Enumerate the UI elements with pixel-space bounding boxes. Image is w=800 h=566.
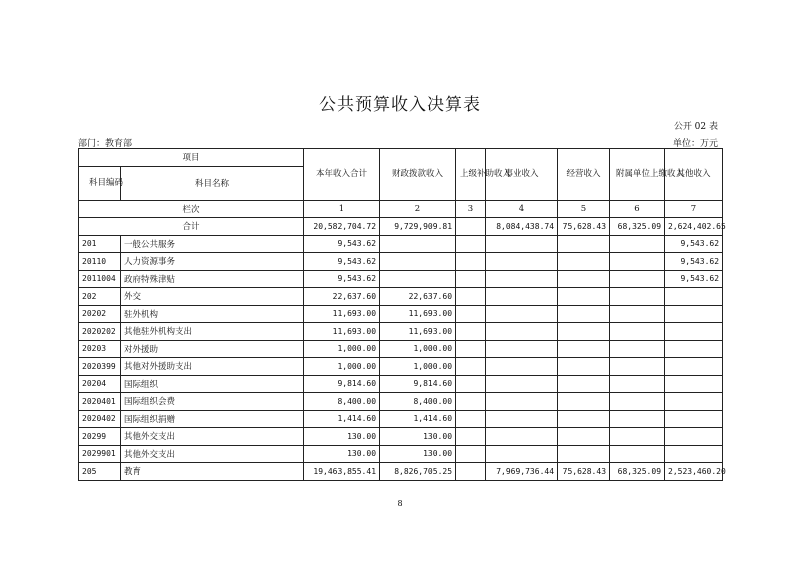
value-cell <box>486 375 558 393</box>
value-cell: 11,693.00 <box>380 323 456 341</box>
value-cell: 9,543.62 <box>665 253 723 271</box>
table-row <box>79 340 723 358</box>
subject-code: 20203 <box>79 340 121 358</box>
table-row <box>79 393 723 411</box>
value-cell: 130.00 <box>380 428 456 446</box>
value-cell <box>456 445 486 463</box>
value-cell: 9,814.60 <box>304 375 380 393</box>
header-item: 项目 <box>79 149 304 167</box>
value-cell <box>610 375 665 393</box>
subject-code: 205 <box>79 463 121 481</box>
subject-name: 对外援助 <box>121 340 304 358</box>
value-cell <box>558 445 610 463</box>
value-cell <box>486 410 558 428</box>
subject-code: 201 <box>79 235 121 253</box>
value-cell: 9,543.62 <box>304 235 380 253</box>
table-row <box>79 288 723 306</box>
table-row <box>79 428 723 446</box>
value-cell <box>665 305 723 323</box>
value-cell <box>456 428 486 446</box>
value-cell <box>665 358 723 376</box>
value-cell <box>456 235 486 253</box>
value-cell: 11,693.00 <box>380 305 456 323</box>
value-cell: 1,000.00 <box>380 358 456 376</box>
value-cell <box>380 270 456 288</box>
value-cell: 8,826,705.25 <box>380 463 456 481</box>
col-header: 经营收入 <box>558 149 610 201</box>
value-cell <box>486 235 558 253</box>
value-cell <box>486 445 558 463</box>
value-cell <box>558 410 610 428</box>
value-cell: 1,414.60 <box>380 410 456 428</box>
value-cell: 68,325.09 <box>610 463 665 481</box>
value-cell <box>456 358 486 376</box>
value-cell <box>456 323 486 341</box>
row-label-header: 栏次 <box>79 200 304 218</box>
value-cell <box>456 288 486 306</box>
value-cell <box>558 270 610 288</box>
value-cell: 8,400.00 <box>380 393 456 411</box>
total-cell: 20,582,704.72 <box>304 218 380 236</box>
col-num: 7 <box>665 200 723 218</box>
value-cell <box>610 340 665 358</box>
value-cell <box>456 393 486 411</box>
value-cell: 1,414.60 <box>304 410 380 428</box>
value-cell <box>610 270 665 288</box>
col-num: 2 <box>380 200 456 218</box>
table-row <box>79 305 723 323</box>
col-header: 附属单位上缴收入 <box>610 149 665 201</box>
revenue-table <box>78 148 726 481</box>
table-row <box>79 358 723 376</box>
subject-code: 20299 <box>79 428 121 446</box>
value-cell <box>456 270 486 288</box>
value-cell <box>558 288 610 306</box>
col-num: 5 <box>558 200 610 218</box>
header-name: 科目名称 <box>121 166 304 200</box>
value-cell <box>486 340 558 358</box>
value-cell <box>558 375 610 393</box>
form-number: 公开 02 表 <box>673 122 718 132</box>
value-cell <box>456 410 486 428</box>
value-cell: 130.00 <box>380 445 456 463</box>
value-cell <box>610 235 665 253</box>
value-cell: 11,693.00 <box>304 305 380 323</box>
value-cell: 75,628.43 <box>558 463 610 481</box>
value-cell: 9,543.62 <box>304 253 380 271</box>
value-cell <box>456 305 486 323</box>
value-cell <box>456 463 486 481</box>
total-cell <box>456 218 486 236</box>
value-cell <box>665 340 723 358</box>
col-header: 本年收入合计 <box>304 149 380 201</box>
value-cell <box>456 375 486 393</box>
value-cell <box>558 323 610 341</box>
value-cell: 22,637.60 <box>380 288 456 306</box>
value-cell <box>665 323 723 341</box>
table-row <box>79 445 723 463</box>
header-code: 科目编码 <box>79 166 121 200</box>
value-cell <box>486 428 558 446</box>
table-row <box>79 375 723 393</box>
total-row <box>79 218 723 236</box>
col-num: 6 <box>610 200 665 218</box>
subject-name: 一般公共服务 <box>121 235 304 253</box>
subject-code: 2011004 <box>79 270 121 288</box>
total-cell: 68,325.09 <box>610 218 665 236</box>
value-cell: 1,000.00 <box>304 340 380 358</box>
value-cell: 2,523,460.20 <box>665 463 723 481</box>
value-cell: 9,543.62 <box>665 235 723 253</box>
subject-name: 驻外机构 <box>121 305 304 323</box>
page-number: 8 <box>397 499 403 508</box>
total-cell: 2,624,402.65 <box>665 218 723 236</box>
subject-code: 20202 <box>79 305 121 323</box>
subject-name: 国际组织捐赠 <box>121 410 304 428</box>
value-cell <box>558 235 610 253</box>
col-header: 上级补助收入 <box>456 149 486 201</box>
subject-name: 其他外交支出 <box>121 445 304 463</box>
table-row <box>79 253 723 271</box>
subject-name: 国际组织会费 <box>121 393 304 411</box>
subject-code: 2020202 <box>79 323 121 341</box>
value-cell: 19,463,855.41 <box>304 463 380 481</box>
value-cell <box>665 428 723 446</box>
value-cell <box>610 305 665 323</box>
subject-name: 人力资源事务 <box>121 253 304 271</box>
subject-name: 外交 <box>121 288 304 306</box>
value-cell: 1,000.00 <box>380 340 456 358</box>
subject-name: 其他驻外机构支出 <box>121 323 304 341</box>
col-header: 其他收入 <box>665 149 723 201</box>
value-cell <box>558 358 610 376</box>
subject-name: 其他对外援助支出 <box>121 358 304 376</box>
value-cell <box>665 445 723 463</box>
value-cell <box>610 253 665 271</box>
value-cell <box>610 393 665 411</box>
value-cell <box>665 393 723 411</box>
col-num: 1 <box>304 200 380 218</box>
subject-code: 20204 <box>79 375 121 393</box>
value-cell: 8,400.00 <box>304 393 380 411</box>
value-cell <box>558 340 610 358</box>
value-cell <box>558 393 610 411</box>
value-cell: 22,637.60 <box>304 288 380 306</box>
total-cell: 75,628.43 <box>558 218 610 236</box>
subject-name: 国际组织 <box>121 375 304 393</box>
value-cell: 9,814.60 <box>380 375 456 393</box>
value-cell <box>665 410 723 428</box>
subject-code: 2020399 <box>79 358 121 376</box>
value-cell <box>486 288 558 306</box>
value-cell: 9,543.62 <box>665 270 723 288</box>
subject-name: 其他外交支出 <box>121 428 304 446</box>
subject-code: 2020401 <box>79 393 121 411</box>
value-cell <box>610 445 665 463</box>
subject-code: 2020402 <box>79 410 121 428</box>
value-cell <box>610 358 665 376</box>
subject-name: 教育 <box>121 463 304 481</box>
unit-label: 单位：万元 <box>672 139 718 149</box>
value-cell <box>380 235 456 253</box>
subject-code: 20110 <box>79 253 121 271</box>
total-cell: 9,729,909.81 <box>380 218 456 236</box>
value-cell: 7,969,736.44 <box>486 463 558 481</box>
value-cell <box>486 358 558 376</box>
value-cell: 1,000.00 <box>304 358 380 376</box>
value-cell <box>456 340 486 358</box>
value-cell: 130.00 <box>304 428 380 446</box>
department-label: 部门：教育部 <box>78 139 133 149</box>
value-cell <box>610 428 665 446</box>
table-row <box>79 270 723 288</box>
value-cell: 11,693.00 <box>304 323 380 341</box>
value-cell <box>456 253 486 271</box>
value-cell <box>610 288 665 306</box>
value-cell <box>558 305 610 323</box>
value-cell <box>486 393 558 411</box>
col-num: 3 <box>456 200 486 218</box>
value-cell <box>486 323 558 341</box>
col-header: 事业收入 <box>486 149 558 201</box>
value-cell: 130.00 <box>304 445 380 463</box>
value-cell <box>610 410 665 428</box>
table-row <box>79 235 723 253</box>
col-header: 财政拨款收入 <box>380 149 456 201</box>
value-cell: 9,543.62 <box>304 270 380 288</box>
value-cell <box>486 253 558 271</box>
value-cell <box>380 253 456 271</box>
value-cell <box>665 288 723 306</box>
value-cell <box>486 270 558 288</box>
value-cell <box>610 323 665 341</box>
subject-code: 2029901 <box>79 445 121 463</box>
subject-code: 202 <box>79 288 121 306</box>
table-row <box>79 410 723 428</box>
page-title: 公共预算收入决算表 <box>319 95 481 115</box>
total-cell: 8,084,438.74 <box>486 218 558 236</box>
table-row <box>79 463 723 481</box>
value-cell <box>665 375 723 393</box>
subject-name: 政府特殊津贴 <box>121 270 304 288</box>
value-cell <box>486 305 558 323</box>
col-num: 4 <box>486 200 558 218</box>
value-cell <box>558 253 610 271</box>
table-row <box>79 323 723 341</box>
value-cell <box>558 428 610 446</box>
total-label: 合计 <box>79 218 304 236</box>
